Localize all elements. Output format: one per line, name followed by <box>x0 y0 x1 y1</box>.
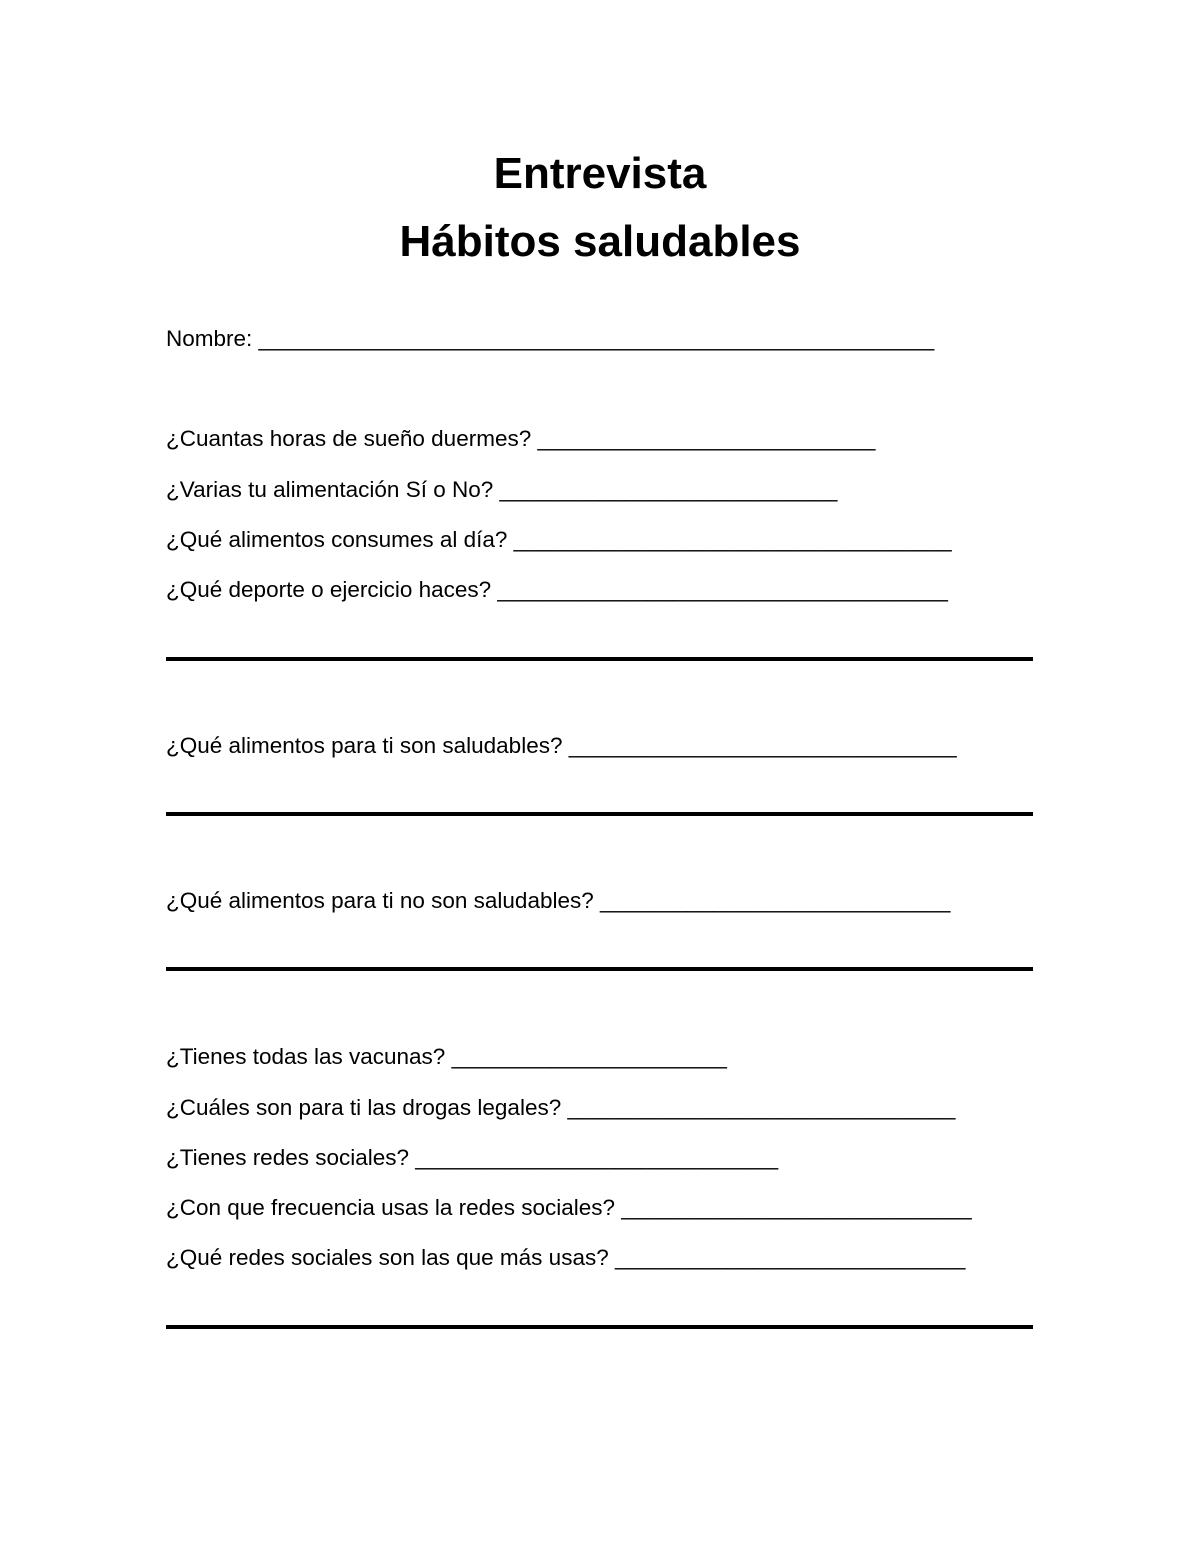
question-varied-diet: ¿Varias tu alimentación Sí o No? ___________________________ <box>166 477 838 502</box>
divider-rule-1 <box>166 657 1033 661</box>
divider-rule-4 <box>166 1325 1033 1329</box>
document-title-line1: Entrevista <box>493 149 707 198</box>
document-title-line2: Hábitos saludables <box>399 217 801 266</box>
divider-rule-2 <box>166 812 1033 816</box>
question-social-networks: ¿Tienes redes sociales? _____________________________ <box>166 1145 779 1170</box>
question-sleep-hours: ¿Cuantas horas de sueño duermes? ___________________________ <box>166 426 876 451</box>
question-unhealthy-foods: ¿Qué alimentos para ti no son saludables? ____________________________ <box>166 888 951 913</box>
question-sport-exercise: ¿Qué deporte o ejercicio haces? ____________________________________ <box>166 577 948 602</box>
question-vaccines: ¿Tienes todas las vacunas? ______________________ <box>166 1044 727 1069</box>
question-legal-drugs: ¿Cuáles son para ti las drogas legales? _______________________________ <box>166 1095 956 1120</box>
question-most-used-networks: ¿Qué redes sociales son las que más usas? ____________________________ <box>166 1245 966 1270</box>
question-healthy-foods: ¿Qué alimentos para ti son saludables? _______________________________ <box>166 733 957 758</box>
name-field: Nombre: ______________________________________________________ <box>166 326 935 351</box>
divider-rule-3 <box>166 967 1033 971</box>
question-social-frequency: ¿Con que frecuencia usas la redes sociales? ____________________________ <box>166 1195 972 1220</box>
question-daily-foods: ¿Qué alimentos consumes al día? ___________________________________ <box>166 527 952 552</box>
